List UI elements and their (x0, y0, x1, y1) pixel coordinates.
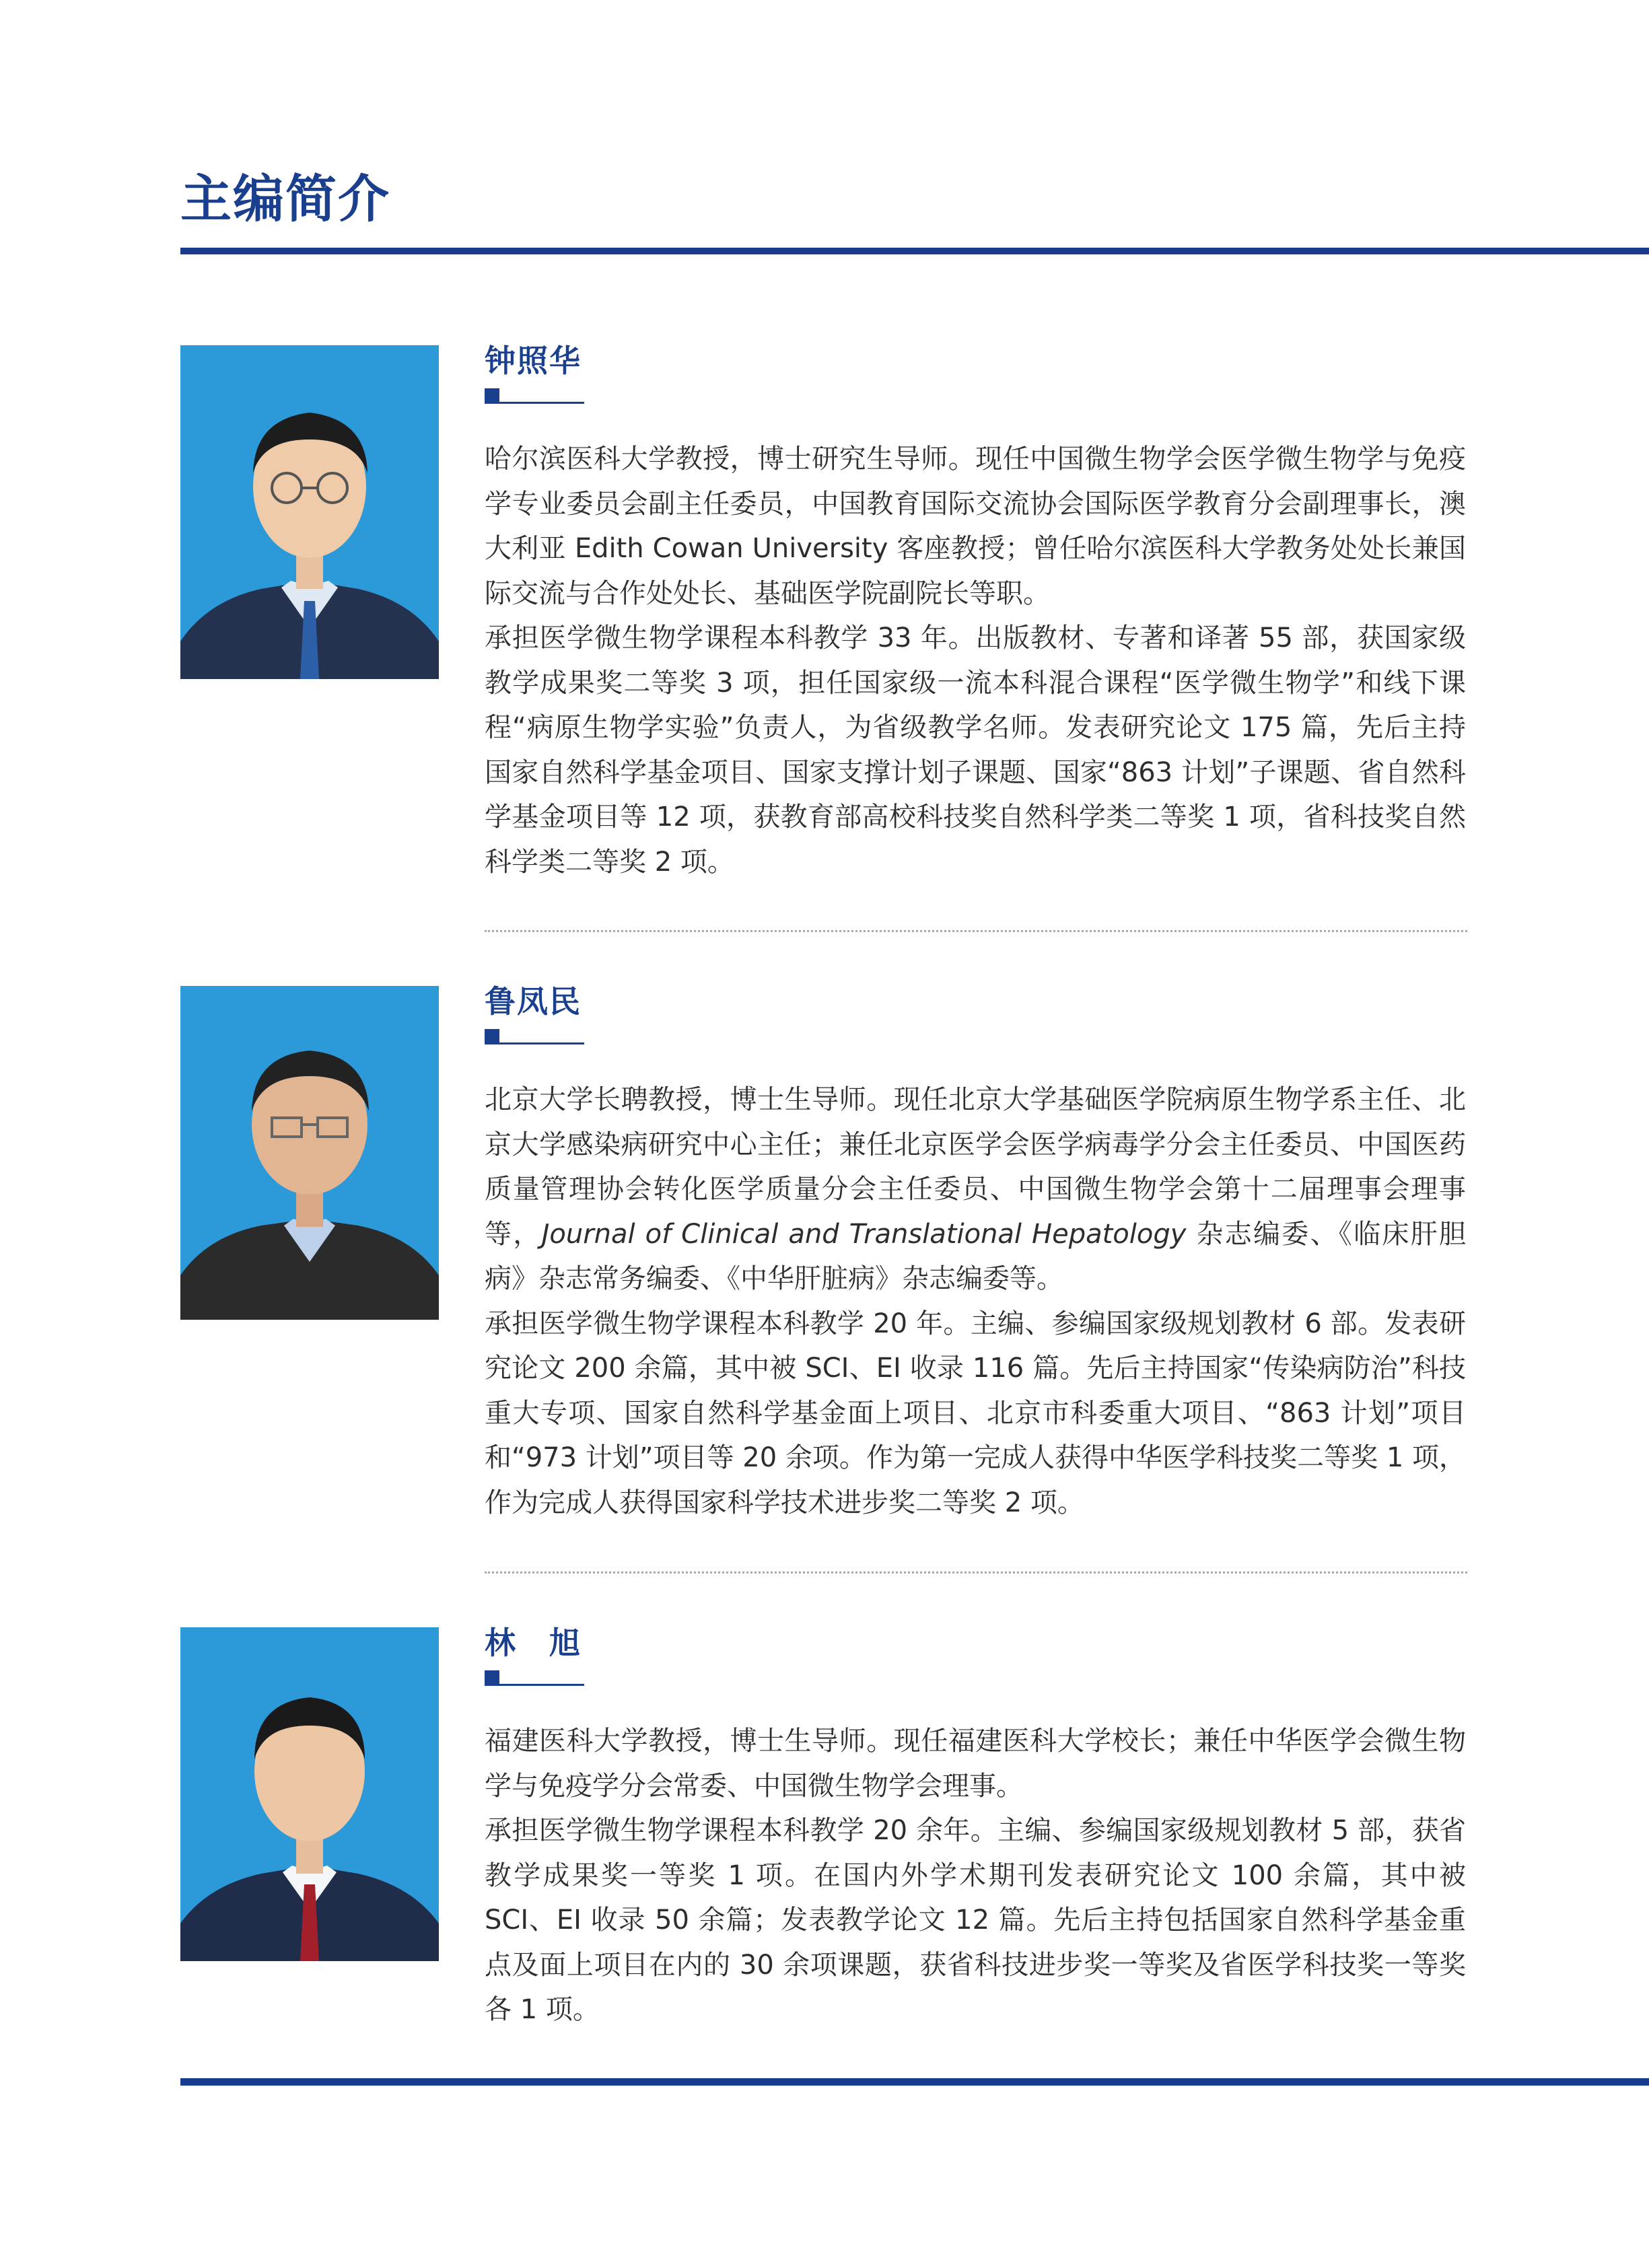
editor-name: 林 旭 (485, 1625, 582, 1661)
journal-title: Journal of Clinical and Translational Hepatology (541, 1218, 1187, 1250)
portrait-illustration (180, 1627, 439, 1961)
bio-paragraph (485, 1077, 1466, 1302)
section-divider (485, 1571, 1467, 1573)
editor-photo (180, 345, 439, 679)
bottom-rule (180, 2078, 1649, 2086)
bio-paragraph: 哈尔滨医科大学教授，博士研究生导师。现任中国微生物学会医学微生物学与免疫学专业委员会副主任委员，中国教育国际交流协会国际医学教育分会副理事长，澳大利亚 Edith Cowan University 客座教授；曾任哈尔滨医科大学教务处处长兼国际交流与合作处处长、基础医学院副院长等职。 (485, 444, 1466, 609)
editor-info (485, 1627, 1466, 2032)
portrait-illustration (180, 986, 439, 1320)
bio-paragraph: 福建医科大学教授，博士生导师。现任福建医科大学校长；兼任中华医学会微生物学与免疫学分会常委、中国微生物学会理事。 (485, 1726, 1466, 1802)
editor-bio (485, 1719, 1466, 2032)
editor-info (485, 345, 1466, 884)
bio-paragraph: 承担医学微生物学课程本科教学 33 年。出版教材、专著和译著 55 部，获国家级教学成果奖二等奖 3 项，担任国家级一流本科混合课程“医学微生物学”和线下课程“病原生物学实验”负责人，为省级教学名师。发表研究论文 175 篇，先后主持国家自然科学基金项目、国家支撑计划子课题、国家“863 计划”子课题、省自然科学基金项目等 12 项，获教育部高校科技奖自然科学类二等奖 1 项，省科技奖自然科学类二等奖 2 项。 (485, 623, 1466, 878)
editor-info (485, 983, 1467, 1525)
name-decoration (485, 388, 1466, 409)
section-divider (485, 930, 1467, 932)
editor-photo (180, 1627, 439, 1961)
name-decoration (485, 1029, 1466, 1049)
bio-text: 杂志编委、《临床肝胆病》杂志常务编委、《中华肝脏病》杂志编委等。 (485, 1218, 1467, 1294)
editor-photo (180, 986, 439, 1320)
editor-bio (485, 437, 1466, 884)
editor-name: 鲁凤民 (485, 983, 582, 1020)
page-title: 主编简介 (180, 169, 390, 229)
editor-name: 钟照华 (485, 343, 582, 379)
title-rule (180, 248, 1649, 254)
name-decoration (485, 1670, 1466, 1691)
bio-paragraph: 承担医学微生物学课程本科教学 20 年。主编、参编国家级规划教材 6 部。发表研究论文 200 余篇，其中被 SCI、EI 收录 116 篇。先后主持国家“传染病防治”科技重大专项、国家自然科学基金面上项目、北京市科委重大项目、“863 计划”项目和“973 计划”项目等 20 余项。作为第一完成人获得中华医学科技奖二等奖 1 项，作为完成人获得国家科学技术进步奖二等奖 2 项。 (485, 1308, 1466, 1518)
bio-text: 北京大学长聘教授，博士生导师。现任北京大学基础医学院病原生物学系主任、北京大学感染病研究中心主任；兼任北京医学会医学病毒学分会主任委员、中国医药质量管理协会转化医学质量分会主任委员、中国微生物学会第十二届理事会理事等， (485, 1084, 1466, 1250)
bio-paragraph: 承担医学微生物学课程本科教学 20 余年。主编、参编国家级规划教材 5 部，获省教学成果奖一等奖 1 项。在国内外学术期刊发表研究论文 100 余篇，其中被 SCI、EI 收录 50 余篇；发表教学论文 12 篇。先后主持包括国家自然科学基金重点及面上项目在内的 30 余项课题，获省科技进步奖一等奖及省医学科技奖一等奖各 1 项。 (485, 1815, 1466, 2025)
portrait-illustration (180, 345, 439, 679)
editor-bio (485, 1077, 1466, 1525)
